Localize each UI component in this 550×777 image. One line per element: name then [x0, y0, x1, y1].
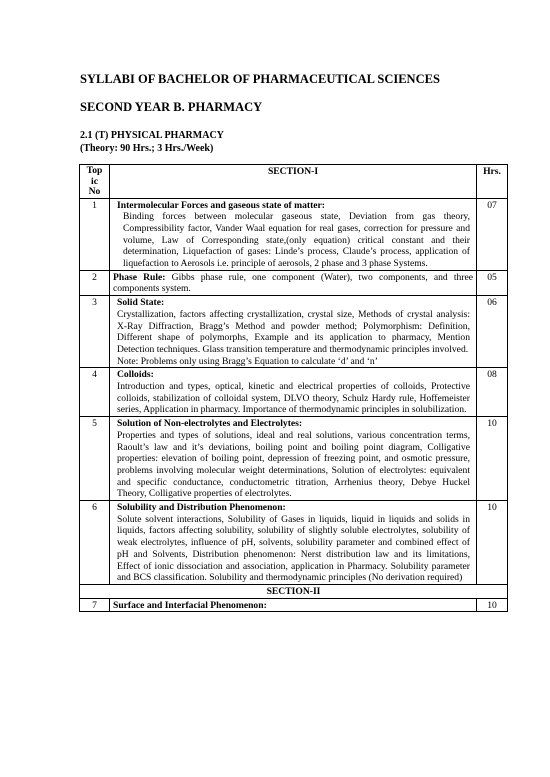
topic-body: Properties and types of solutions, ideal and real solutions, various concentration terms, Raoult’s law and it’s deviations, boiling point and boiling point diagram, Colligative properties: elevation of boiling point, depression of freezing point, and osmotic pressure, problems involving molecular weight determinations, Solution of electrolytes: equivalent and specific conductance, conductometric titration, Arrhenius theory, Debye Huckel Theory, Colligative properties of electrolytes.: [117, 429, 470, 500]
topic-title: Solution of Non-electrolytes and Electrolytes:: [117, 418, 303, 430]
topic-title: Solubility and Distribution Phenomenon:: [117, 502, 286, 514]
table-row: [80, 417, 508, 501]
section-row: [80, 585, 508, 599]
topic-cell: [110, 198, 477, 270]
section-header: SECTION-I: [110, 165, 477, 199]
syllabus-table: [79, 164, 508, 612]
topic-cell: [110, 296, 477, 368]
topic-cell: [110, 368, 477, 417]
topic-title: Phase Rule:: [113, 271, 166, 283]
topic-number: 7: [80, 598, 110, 612]
topic-cell: [110, 501, 477, 585]
topic-title: Surface and Interfacial Phenomenon:: [110, 598, 477, 612]
topic-body: Binding forces between molecular gaseous state, Deviation from gas theory, Compressibility factor, Vander Waal equation for real gases, correction for pressure and volume, Law of Corresponding state,(only equation) critical constant and their determination, Liquefaction of gases: Linde’s process, Claude’s process, application of liquefaction to Aerosols i.e. principle of aerosols, 2 phase and 3 phase Systems.: [123, 211, 470, 270]
topic-cell: [110, 270, 477, 295]
year-heading: SECOND YEAR B. PHARMACY: [80, 100, 263, 114]
topic-body: Gibbs phase rule, one component (Water), two components, and three components system.: [113, 271, 473, 295]
document-title: SYLLABI OF BACHELOR OF PHARMACEUTICAL SCIENCES: [80, 72, 440, 86]
topic-hours: 05: [477, 270, 508, 295]
topic-no-header: Top ic No: [80, 165, 110, 199]
topic-hours: 08: [477, 368, 508, 417]
topic-hours: 10: [477, 501, 508, 585]
topic-title: Colloids:: [117, 369, 154, 381]
topic-hours: 07: [477, 198, 508, 270]
table-row: [80, 198, 508, 270]
topic-number: 1: [80, 198, 110, 270]
table-row: [80, 368, 508, 417]
section-ii-heading: SECTION-II: [80, 585, 508, 599]
subject-heading: 2.1 (T) PHYSICAL PHARMACY: [80, 130, 224, 141]
topic-cell: [110, 417, 477, 501]
topic-number: 3: [80, 296, 110, 368]
table-row: [80, 296, 508, 368]
hrs-header: Hrs.: [477, 165, 508, 199]
topic-hours: 10: [477, 417, 508, 501]
topic-number: 6: [80, 501, 110, 585]
topic-number: 5: [80, 417, 110, 501]
table-row: [80, 598, 508, 612]
table-row: [80, 501, 508, 585]
topic-body: Introduction and types, optical, kinetic and electrical properties of colloids, Protective colloids, stabilization of colloidal system, DLVO theory, Schulz Hardy rule, Hoffemeister series, Application in pharmacy. Importance of thermodynamic principles in solubilization.: [117, 381, 470, 416]
theory-hours: (Theory: 90 Hrs.; 3 Hrs./Week): [80, 143, 214, 154]
topic-title: Intermolecular Forces and gaseous state of matter:: [117, 199, 325, 211]
topic-title: Solid State:: [117, 297, 165, 309]
topic-body: Solute solvent interactions, Solubility of Gases in liquids, liquid in liquids and solids in liquids, factors affecting solubility, solubility of slightly soluble electrolytes, solubility of weak electrolytes, influence of pH, solvents, solubility parameter and combined effect of pH and Solvents, Distribution phenomenon: Nerst distribution law and its limitations, Effect of ionic dissociation and association, application in Pharmacy. Solubility parameter and BCS classification. Solubility and thermodynamic principles (No derivation required): [117, 513, 470, 584]
topic-hours: 10: [477, 598, 508, 612]
topic-number: 2: [80, 270, 110, 295]
table-header-row: [80, 165, 508, 199]
topic-hours: 06: [477, 296, 508, 368]
table-row: [80, 270, 508, 295]
topic-number: 4: [80, 368, 110, 417]
topic-body: Crystallization, factors affecting crystallization, crystal size, Methods of crystal analysis: X-Ray Diffraction, Bragg’s Method and powder method; Polymorphism: Definition, Different shape of polymorphs, Example and its application to pharmacy, Mention Detection techniques. Glass transition temperature and thermodynamic principles involved.: [117, 308, 470, 355]
topic-note: Note: Problems only using Bragg’s Equation to calculate ‘d’ and ‘n’: [117, 355, 378, 367]
